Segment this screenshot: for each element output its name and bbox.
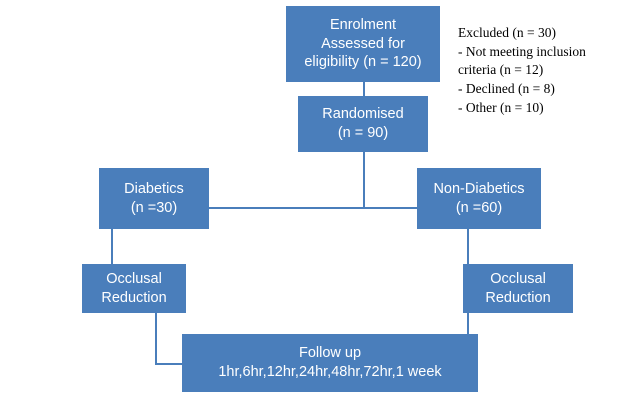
occlusal-right-line-2: Reduction [485, 289, 551, 306]
connector-randomised-to-branch [363, 186, 365, 208]
enrolment-line-3: eligibility (n = 120) [304, 54, 422, 71]
excluded-note [458, 24, 586, 117]
enrolment-box[interactable] [286, 6, 440, 82]
diabetics-line-2: (n =30) [130, 199, 178, 216]
connector-randomised-down [363, 152, 365, 188]
enrolment-line-1: Enrolment [329, 17, 397, 34]
excluded-line-1: Excluded (n = 30) [458, 25, 556, 40]
occlusal-reduction-left-box[interactable] [82, 264, 186, 313]
excluded-line-2: - Not meeting inclusion [458, 43, 586, 59]
excluded-line-3: criteria (n = 12) [458, 62, 544, 78]
excluded-line-5: - Other (n = 10) [458, 99, 544, 115]
non-diabetics-box[interactable] [417, 168, 541, 229]
connector-non-diabetics-to-occlusal-right [467, 229, 469, 264]
occlusal-left-line-2: Reduction [101, 289, 167, 306]
randomised-box[interactable] [298, 96, 428, 152]
non-diabetics-line-2: (n =60) [455, 199, 503, 216]
connector-occlusal-left-to-followup [155, 313, 157, 365]
connector-diabetics-to-non-diabetics [209, 207, 418, 209]
non-diabetics-line-1: Non-Diabetics [433, 180, 525, 197]
follow-up-line-1: Follow up [298, 345, 362, 362]
occlusal-left-line-1: Occlusal [106, 270, 162, 287]
randomised-line-2: (n = 90) [337, 125, 389, 141]
follow-up-box[interactable] [182, 334, 478, 392]
connector-occlusal-left-stub [155, 363, 183, 365]
follow-up-line-2: 1hr,6hr,12hr,24hr,48hr,72hr,1 week [218, 364, 442, 380]
diabetics-line-1: Diabetics [124, 180, 184, 197]
connector-diabetics-to-occlusal-left [111, 229, 113, 264]
excluded-line-4: - Declined (n = 8) [458, 80, 555, 96]
occlusal-reduction-right-box[interactable] [463, 264, 573, 313]
enrolment-line-2: Assessed for [321, 35, 405, 52]
occlusal-right-line-1: Occlusal [490, 270, 546, 287]
randomised-line-1: Randomised [322, 106, 404, 123]
diabetics-box[interactable] [99, 168, 209, 229]
